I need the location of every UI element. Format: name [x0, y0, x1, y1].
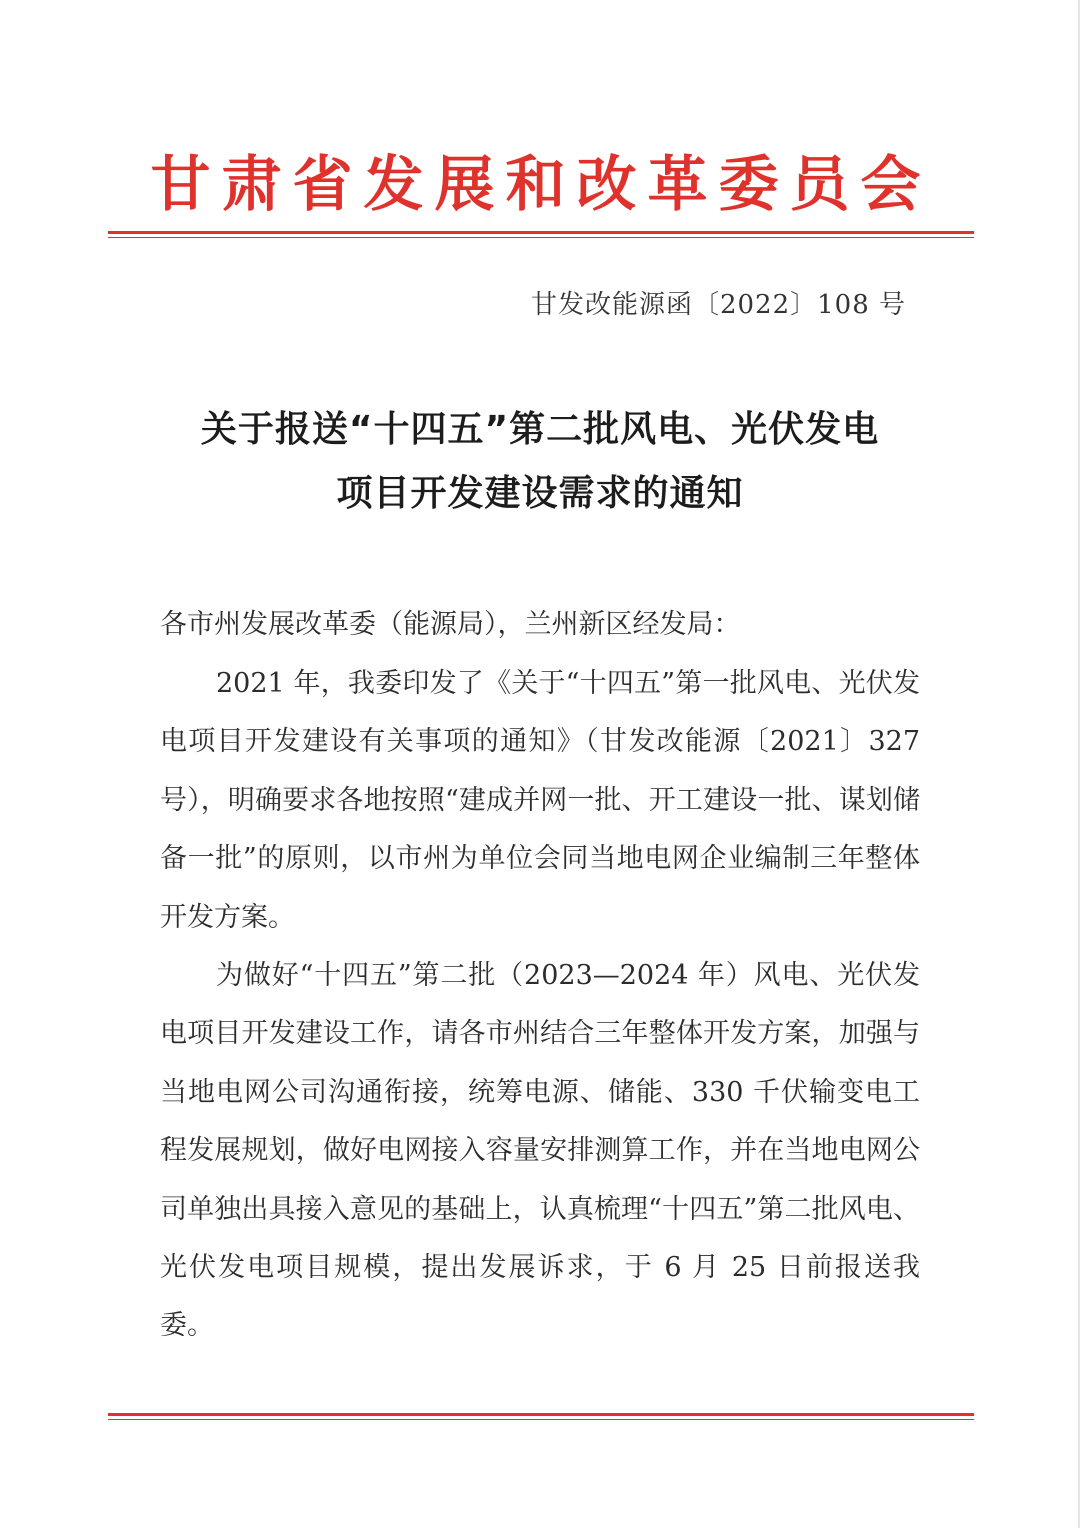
- document-number: 甘发改能源函〔2022〕108 号: [530, 290, 906, 320]
- document-title-line-2: 项目开发建设需求的通知: [336, 473, 744, 514]
- issuing-organization-header: 甘肃省发展和改革委员会: [150, 150, 932, 220]
- document-title: [120, 398, 960, 526]
- red-divider-bottom: [108, 1413, 974, 1420]
- body-paragraph-2: 为做好“十四五”第二批（2023—2024 年）风电、光伏发电项目开发建设工作，请各市州结合三年整体开发方案，加强与当地电网公司沟通衔接，统筹电源、储能、330 千伏输变电工程发展规划，做好电网接入容量安排测算工作，并在当地电网公司单独出具接入意见的基础上，认真梳理“十四五”第二批风电、光伏发电项目规模，提出发展诉求，于 6 月 25 日前报送我委。: [160, 960, 920, 1342]
- document-title-line-1: 关于报送“十四五”第二批风电、光伏发电: [200, 409, 880, 450]
- red-divider-top: [108, 231, 974, 238]
- body-paragraph-1: 2021 年，我委印发了《关于“十四五”第一批风电、光伏发电项目开发建设有关事项的通知》（甘发改能源〔2021〕327 号），明确要求各地按照“建成并网一批、开工建设一批、谋划储备一批”的原则，以市州为单位会同当地电网企业编制三年整体开发方案。: [160, 668, 920, 933]
- salutation: 各市州发展改革委（能源局），兰州新区经发局：: [160, 609, 741, 640]
